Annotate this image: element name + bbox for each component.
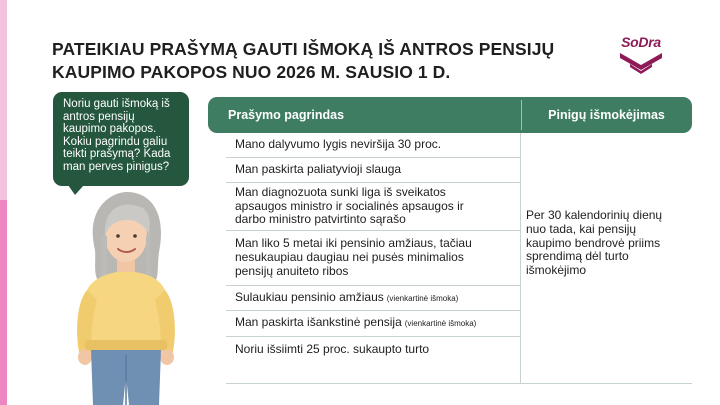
page-title: [52, 38, 592, 84]
benefit-table: [208, 97, 692, 383]
sodra-chevron-icon: [618, 51, 664, 75]
speech-bubble: [53, 92, 189, 186]
table-row: [226, 337, 521, 362]
header-payout: Pinigų išmokėjimas: [548, 108, 665, 122]
row-text: Noriu išsiimti 25 proc. sukaupto turto: [235, 341, 430, 356]
page-title-line-1: PATEIKIAU PRAŠYMĄ GAUTI IŠMOKĄ IŠ ANTROS PENSIJŲ: [52, 39, 555, 59]
payout-column: [521, 133, 692, 383]
page-title-line-2: KAUPIMO PAKOPOS NUO 2026 M. SAUSIO 1 D.: [52, 62, 451, 82]
decor-strip-pink: [0, 200, 7, 405]
reason-column: [226, 133, 521, 383]
woman-illustration: [55, 190, 195, 405]
payout-line: Per 30 kalendorinių dienų: [526, 208, 663, 222]
decor-strip-light: [0, 0, 7, 200]
table-row: [226, 231, 521, 286]
row-text: apsaugos ministro ir socialinės apsaugos ir: [235, 198, 464, 213]
row-text: pensijų anuiteto ribos: [235, 263, 349, 278]
row-text: nesukaupiau daugiau nei pusės minimalios: [235, 250, 464, 265]
table-row: [226, 311, 521, 337]
row-text: Mano dalyvumo lygis neviršija 30 proc.: [235, 137, 442, 152]
row-text: Man paskirta išankstinė pensija: [235, 315, 402, 330]
table-row: [226, 133, 521, 158]
table-bottom-border: [226, 383, 692, 384]
row-note: (vienkartinė išmoka): [386, 293, 459, 303]
payout-text: [526, 209, 686, 278]
payout-line: kaupimo bendrovė priims: [526, 235, 661, 250]
bubble-line: antros pensijų: [63, 110, 135, 123]
row-text: Man paskirta paliatyvioji slauga: [235, 162, 402, 177]
row-note: (vienkartinė išmoka): [404, 319, 477, 329]
row-text: Man diagnozuota sunki liga iš sveikatos: [235, 184, 446, 199]
table-row: [226, 158, 521, 183]
sodra-logo-text: SoDra: [621, 34, 661, 50]
table-row: [226, 286, 521, 311]
payout-line: nuo tada, kai pensijų: [526, 221, 637, 236]
table-row: [226, 183, 521, 231]
bubble-line: man perves pinigus?: [63, 160, 170, 173]
bubble-line: kaupimo pakopos.: [63, 123, 157, 136]
bubble-line: Noriu gauti išmoką iš: [63, 98, 170, 110]
sodra-logo: [608, 34, 674, 78]
payout-line: išmokėjimo: [526, 263, 587, 278]
payout-line: sprendimą dėl turto: [526, 249, 629, 264]
bubble-line: teikti prašymą? Kada: [63, 148, 171, 161]
row-text: Sulaukiau pensinio amžiaus: [235, 289, 384, 304]
header-reason: Prašymo pagrindas: [228, 108, 345, 122]
row-text: Man liko 5 metai iki pensinio amžiaus, tačiau: [235, 236, 472, 251]
bubble-line: Kokiu pagrindu galiu: [63, 135, 168, 148]
row-text: darbo ministro patvirtinto sąrašo: [235, 212, 406, 227]
